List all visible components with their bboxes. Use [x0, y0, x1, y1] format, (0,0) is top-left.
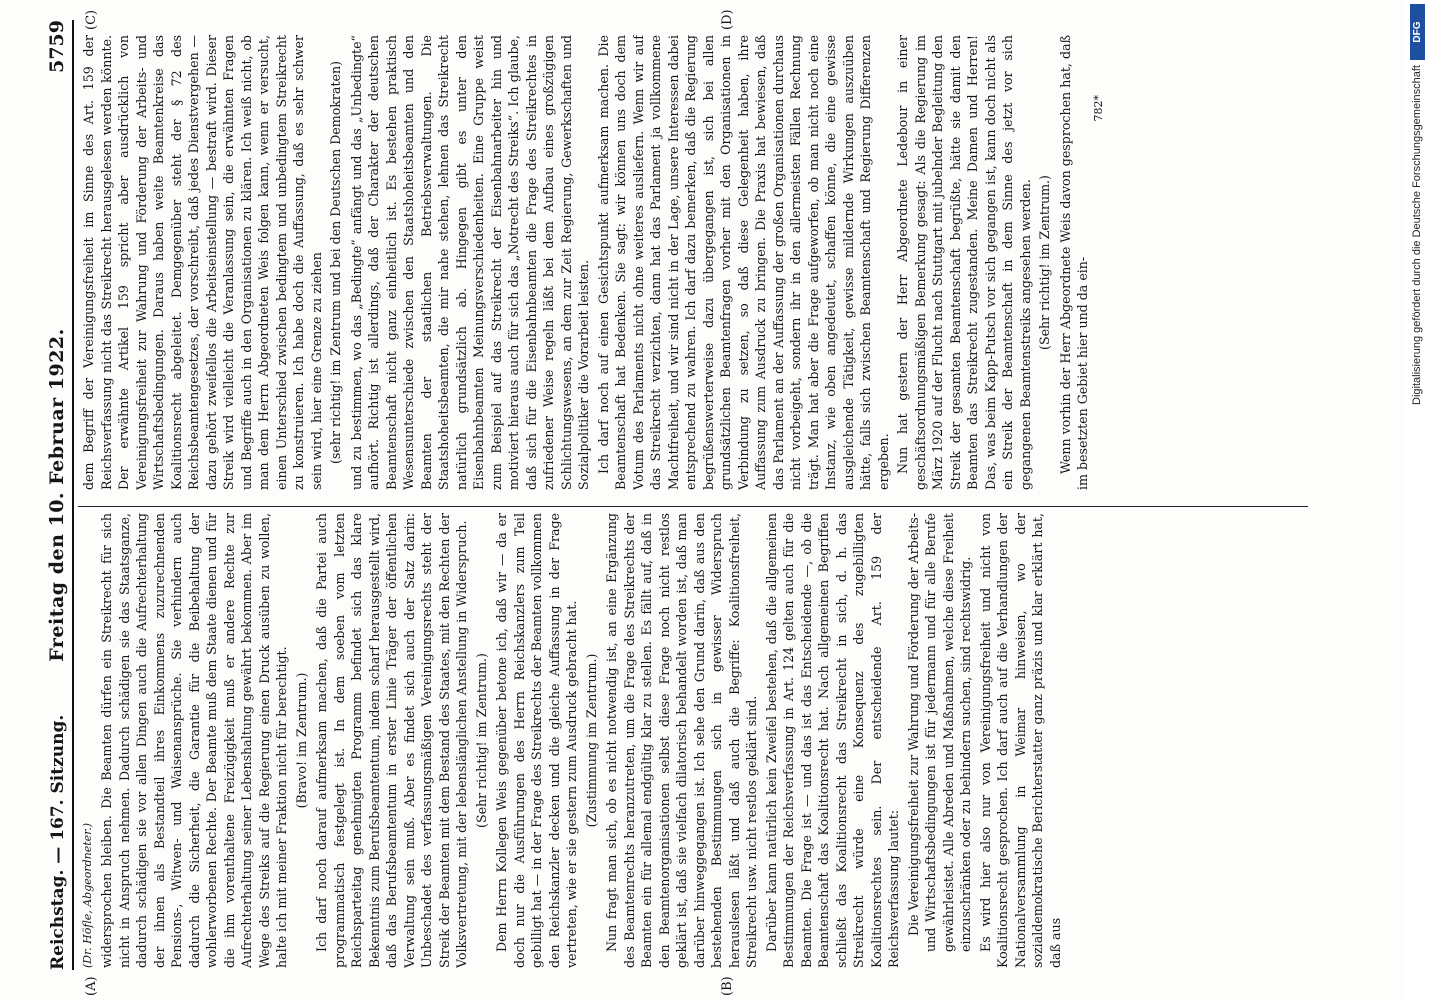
funding-note: Digitalisierung gefördert durch die Deutsche Forschungsgemeinschaft: [1411, 65, 1423, 405]
interjection: (Sehr richtig! im Zentrum.): [1037, 175, 1052, 350]
margin-marker-d: (D): [720, 9, 735, 30]
paragraph: Es wird hier also nur von Vereinigungsfreiheit und nicht von Koalitionsrecht gesprochen. Ich darf auch auf die Verhandlungen der Nationalversammlung in Weimar hinweisen, wo der sozialdemokratische Berichterstatter ganz präzis und klar erklärt hat, daß aus: [977, 513, 1063, 968]
paragraph: Ich darf noch darauf aufmerksam machen, daß die Partei auch programmatisch festgelegt ist. In dem soeben vom letzten Reichsparteitag genehmigten Programm befindet sich das klare Bekenntnis zum Berufsbeamtentum, indem scharf herausgestellt wird, daß das Berufsbeamtentum in erster Linie Träger der öffentlichen Verwaltung sein muß. Aber es findet sich auch der Satz darin: Unbeschadet des verfassungsmäßigen Vereinigungsrechts steht der Streik der Beamten mit dem Bestand des Staates, mit den Rechten der Volksvertretung, mit der lebenslänglichen Anstellung in Widerspruch.: [314, 513, 469, 968]
paragraph: Darüber kann natürlich kein Zweifel bestehen, daß die allgemeinen Bestimmungen der Reichsverfassung in Art. 124 gelten auch für die Beamten. Die Frage ist — und das ist das Entscheidende —, ob die Beamtenschaft das Koalitionsrecht hat. Nach allgemeinen Begriffen schließt das Koalitionsrecht das Streikrecht in sich, d. h. das Streikrecht würde eine Konsequenz des zugebilligten Koalitionsrechtes sein. Der entscheidende Art. 159 der Reichsverfassung lautet:: [763, 513, 901, 968]
dfg-logo: DFG: [1410, 4, 1425, 60]
digitization-sidebar: [1404, 0, 1434, 1000]
interjection: (Zustimmung im Zentrum.): [583, 653, 599, 828]
paragraph: Ich darf noch auf einen Gesichtspunkt aufmerksam machen. Die Beamtenschaft hat Bedenken. Sie sagt: wir können uns doch dem Votum des Parlaments nicht ohne weiteres ausliefern. Wenn wir auf das Streikrecht verzichten, dann hat das Parlament ja vollkommene Machtfreiheit, und wir sind nicht in der Lage, unsere Interessen dabei entsprechend zu wahren. Ich darf dazu bemerken, daß die Regierung begrüßenswerterweise dazu übergegangen ist, sich bei allen grundsätzlichen Beamtenfragen vorher mit den Organisationen in Verbindung zu setzen, so daß diese Gelegenheit haben, ihre Auffassung zum Ausdruck zu bringen. Die Praxis hat bewiesen, daß das Parlament an der Auffassung der großen Organisationen durchaus nicht vorbeigeht, sondern ihr in den allermeisten Fällen Rechnung trägt. Man hat aber die Frage aufgeworfen, ob man nicht noch eine Instanz, wie oben angedeutet, schaffen könne, die eine gewisse ausgleichende Tätigkeit, gewisse mildernde Wirkungen auszuüben hätte, falls sich zwischen Beamtenschaft und Regierung Differenzen ergeben.: [595, 35, 891, 490]
speaker-attribution: (Dr. Höfle, Abgeordneter.): [81, 822, 94, 968]
paragraph: Wenn vorhin der Herr Abgeordnete Weis davon gesprochen hat, daß im besetzten Gebiet hier und da ein-: [1057, 35, 1090, 490]
running-head: [40, 20, 74, 970]
interjection: (Bravo! im Zentrum.): [293, 672, 309, 809]
quoted-article: Die Vereinigungsfreiheit zur Wahrung und Förderung der Arbeits- und Wirtschaftsbedingungen ist für jedermann und für alle Berufe gewährleistet. Alle Abreden und Maßnahmen, welche diese Freiheit einzuschränken oder zu behindern suchen, sind rechtswidrig.: [905, 513, 973, 952]
page-signature: 782*: [1091, 95, 1105, 122]
paragraph: Dem Herrn Kollegen Weis gegenüber betone ich, daß wir — da er doch nur die Ausführungen des Herrn Reichskanzlers zum Teil gebilligt hat — in der Frage des Streikrechts der Beamten vollkommen den Reichskanzler decken und die gleiche Auffassung in der Frage vertreten, wie er sie gestern zum Ausdruck gebracht hat.: [494, 513, 579, 968]
margin-marker-a: (A): [84, 976, 99, 996]
interjection: (Sehr richtig! im Zentrum.): [473, 653, 489, 828]
header-date: Freitag den 10. Februar 1922.: [46, 328, 68, 662]
paragraph: und zu bestimmen, wo das „Bedingte“ anfängt und das „Unbedingte“ aufhört. Richtig ist allerdings, daß der Charakter der deutschen Beamtenschaft nicht ganz einheitlich ist. Es bestehen praktisch Wesensunterschiede zwischen den Staatshoheitsbeamten und den Beamten der staatlichen Betriebsverwaltungen. Die Staatshoheitsbeamten, die mir nahe stehen, lehnen das Streikrecht natürlich grundsätzlich ab. Hingegen gibt es unter den Eisenbahnbeamten Meinungsverschiedenheiten. Eine Gruppe weist zum Beispiel auf das Streikrecht der Eisenbahnarbeiter hin und motiviert hieraus auch für sich das „Notrecht des Streiks“. Ich glaube, daß sich für die Eisenbahnbeamten die Frage des Streikrechtes in zufriedener Weise regeln läßt bei dem Aufbau eines großzügigen Schlichtungswesens, an dem zur Zeit Regierung, Gewerkschaften und Sozialpolitiker die Vorarbeit leisten.: [348, 35, 591, 490]
paragraph: Nun fragt man sich, ob es nicht notwendig ist, an eine Ergänzung des Beamtenrechts heranzutreten, um die Frage des Streikrechts der Beamten ein für allemal endgültig klar zu stellen. Es fällt auf, daß in den Beamtenorganisationen selbst diese Frage noch nicht restlos geklärt ist, daß sie vielfach dilatorisch behandelt worden ist, daß man darüber hinweggegangen ist. Ich sehe den Grund darin, daß aus den bestehenden Bestimmungen sich in gewisser Widerspruch herauslesen läßt und daß auch die Begriffe: Koalitionsfreiheit, Streikrecht usw. nicht restlos geklärt sind.: [604, 513, 759, 968]
column-divider: [78, 506, 1308, 507]
paragraph: dem Begriff der Vereinigungsfreiheit im Sinne des Art. 159 der Reichsverfassung nicht das Streikrecht herausgelesen werden könnte. Der erwähnte Artikel 159 spricht aber ausdrücklich von Vereinigungsfreiheit zur Wahrung und Förderung der Arbeits- und Wirtschaftsbedingungen. Daraus haben weite Beamtenkreise das Koalitionsrecht abgeleitet. Demgegenüber steht der § 72 des Reichsbeamtengesetzes, der vorschreibt, daß jedes Dienstvergehen — dazu gehört zweifellos die Arbeitseinstellung — bestraft wird. Dieser Streik wird vielleicht die Veranlassung sein, die erwähnten Fragen und Begriffe auch in den Organisationen zu klären. Ich weiß nicht, ob man dem Herrn Abgeordneten Weis folgen kann, wenn er versucht, einen Unterschied zwischen bedingtem und unbedingtem Streikrecht zu konstruieren. Ich habe doch die Auffassung, daß es sehr schwer sein wird, hier eine Grenze zu ziehen: [81, 35, 324, 490]
margin-marker-c: (C): [84, 9, 99, 30]
paragraph: widersprochen bleiben. Die Beamten dürfen ein Streikrecht für sich nicht in Anspruch nehmen. Dadurch schädigen sie das Staatsganze, dadurch schädigen sie vor allen Dingen auch die Aufrechterhaltung der ihnen als Bestandteil ihres Einkommens zuzurechnenden Pensions-, Witwen- und Waisenansprüche. Sie verhindern auch dadurch die Sicherheit, die Garantie für die Beibehaltung der wohlerworbenen Rechte. Der Beamte muß dem Staate dienen und für die ihm vorenthaltene Freizügigkeit muß er andere Rechte zur Aufrechterhaltung seiner Lebenshaltung gewährt bekommen. Aber im Wege des Streiks auf die Regierung einen Druck ausüben zu wollen, halte ich mit meiner Fraktion nicht für berechtigt.: [99, 513, 289, 968]
page-number: 5759: [46, 20, 68, 73]
interjection: (sehr richtig! im Zentrum und bei den Deutschen Demokraten): [328, 61, 343, 464]
paragraph: Nun hat gestern der Herr Abgeordnete Ledebour in einer geschäftsordnungsmäßigen Bemerkung gesagt: Als die Regierung im März 1920 auf der Flucht nach Stuttgart mit jubelnder Begleitung den Streik der gesamten Beamtenschaft begrüßte, hätte sie damit den Beamten das Streikrecht zugestanden. Meine Damen und Herren! Das, was beim Kapp-Putsch vor sich gegangen ist, kann doch nicht als ein Streik der Beamtenschaft in dem Sinne des jetzt vor sich gegangenen Beamtenstreiks angesehen werden.: [895, 35, 1033, 490]
left-column: [80, 513, 1280, 968]
right-column: [80, 35, 1280, 490]
margin-marker-b: (B): [720, 976, 735, 996]
header-chamber: Reichstag. — 167. Sitzung.: [48, 714, 68, 970]
